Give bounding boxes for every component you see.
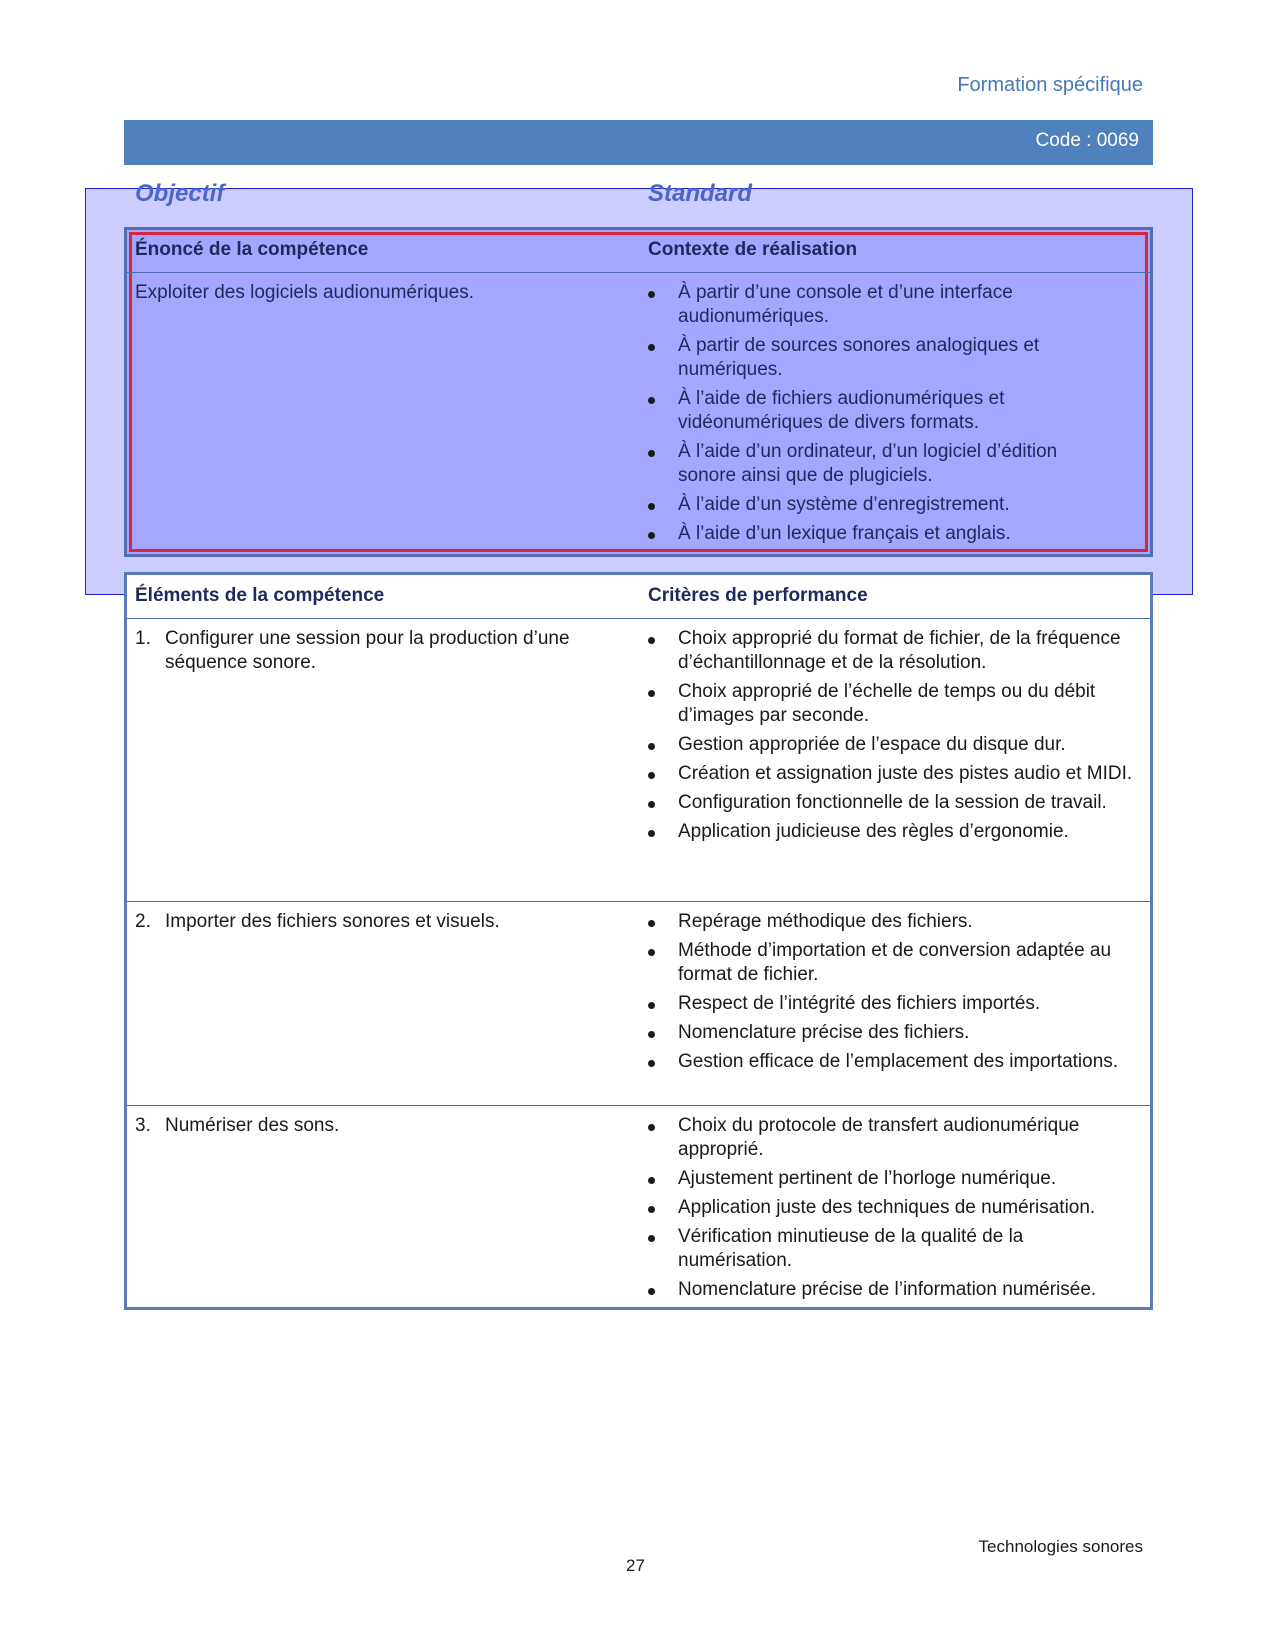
criteres-header: Critères de performance <box>648 585 868 606</box>
criteria-list-2 <box>648 910 1138 1079</box>
section-title: Formation spécifique <box>957 74 1143 96</box>
bullet-item <box>648 820 1138 844</box>
elements-header: Éléments de la compétence <box>135 585 385 606</box>
row-divider <box>127 901 1150 902</box>
bullet-text: Choix approprié de l’échelle de temps ou du débit d’images par seconde. <box>678 681 1096 726</box>
standard-heading: Standard <box>648 180 753 207</box>
element-number: 2. <box>135 911 151 932</box>
bullet-icon <box>648 920 655 927</box>
bullet-item <box>648 522 1098 546</box>
bullet-icon <box>648 949 655 956</box>
bullet-icon <box>648 450 655 457</box>
bullet-text: Nomenclature précise des fichiers. <box>678 1022 970 1043</box>
bullet-item <box>648 733 1138 757</box>
bullet-item <box>648 762 1138 786</box>
element-number: 3. <box>135 1115 151 1136</box>
element-number: 1. <box>135 628 151 649</box>
bullet-item <box>648 493 1098 517</box>
bullet-item <box>648 1050 1138 1074</box>
contexte-header: Contexte de réalisation <box>648 239 858 260</box>
bullet-item <box>648 440 1098 488</box>
bullet-item <box>648 1196 1138 1220</box>
code-bar <box>124 120 1153 165</box>
bullet-icon <box>648 291 655 298</box>
elements-header-divider <box>127 618 1150 619</box>
bullet-text: Méthode d’importation et de conversion adaptée au format de fichier. <box>678 940 1112 985</box>
bullet-text: Ajustement pertinent de l’horloge numérique. <box>678 1168 1057 1189</box>
bullet-text: Choix approprié du format de fichier, de la fréquence d’échantillonnage et de la résolution. <box>678 628 1121 673</box>
competency-code: Code : 0069 <box>1035 130 1139 151</box>
bullet-text: Application juste des techniques de numérisation. <box>678 1197 1096 1218</box>
row-divider <box>127 1105 1150 1106</box>
bullet-text: Gestion appropriée de l’espace du disque dur. <box>678 734 1066 755</box>
bullet-item <box>648 1114 1138 1162</box>
bullet-item <box>648 1225 1138 1273</box>
bullet-text: Respect de l’intégrité des fichiers importés. <box>678 993 1041 1014</box>
bullet-icon <box>648 1124 655 1131</box>
bullet-text: Création et assignation juste des pistes audio et MIDI. <box>678 763 1133 784</box>
bullet-icon <box>648 344 655 351</box>
bullet-icon <box>648 503 655 510</box>
bullet-icon <box>648 1060 655 1067</box>
bullet-item <box>648 281 1098 329</box>
bullet-item <box>648 1021 1138 1045</box>
bullet-icon <box>648 772 655 779</box>
bullet-icon <box>648 690 655 697</box>
bullet-icon <box>648 1002 655 1009</box>
element-row-1 <box>135 627 625 675</box>
element-row-2 <box>135 910 625 934</box>
bullet-text: Vérification minutieuse de la qualité de la numérisation. <box>678 1226 1024 1271</box>
enonce-header: Énoncé de la compétence <box>135 239 369 260</box>
bullet-item <box>648 387 1098 435</box>
program-name: Technologies sonores <box>978 1537 1143 1556</box>
bullet-text: Choix du protocole de transfert audionumérique approprié. <box>678 1115 1080 1160</box>
bullet-icon <box>648 1206 655 1213</box>
element-text: Numériser des sons. <box>165 1115 340 1136</box>
contexte-list <box>648 281 1098 551</box>
enonce-header-divider <box>127 272 1150 273</box>
bullet-text: Application judicieuse des règles d’ergonomie. <box>678 821 1069 842</box>
criteria-list-3 <box>648 1114 1138 1307</box>
bullet-text: À partir d’une console et d’une interface audionumériques. <box>678 282 1013 327</box>
objectif-heading: Objectif <box>135 180 225 207</box>
bullet-icon <box>648 801 655 808</box>
bullet-icon <box>648 637 655 644</box>
element-text: Importer des fichiers sonores et visuels. <box>165 911 500 932</box>
element-row-3 <box>135 1114 625 1138</box>
page-number: 27 <box>626 1556 645 1575</box>
bullet-icon <box>648 1235 655 1242</box>
bullet-icon <box>648 1031 655 1038</box>
criteria-list-1 <box>648 627 1138 849</box>
bullet-text: À l’aide d’un système d’enregistrement. <box>678 494 1010 515</box>
bullet-item <box>648 910 1138 934</box>
bullet-text: À l’aide d’un ordinateur, d’un logiciel d’édition sonore ainsi que de plugiciels. <box>678 441 1058 486</box>
bullet-text: À l’aide de fichiers audionumériques et vidéonumériques de divers formats. <box>678 388 1005 433</box>
bullet-icon <box>648 1288 655 1295</box>
bullet-icon <box>648 743 655 750</box>
bullet-text: Repérage méthodique des fichiers. <box>678 911 973 932</box>
bullet-item <box>648 1167 1138 1191</box>
bullet-item <box>648 992 1138 1016</box>
bullet-text: Nomenclature précise de l’information numérisée. <box>678 1279 1097 1300</box>
bullet-text: Configuration fonctionnelle de la session de travail. <box>678 792 1107 813</box>
bullet-text: À l’aide d’un lexique français et anglais. <box>678 523 1011 544</box>
bullet-item <box>648 680 1138 728</box>
bullet-item <box>648 1278 1138 1302</box>
element-text: Configurer une session pour la production d’une séquence sonore. <box>165 628 570 673</box>
bullet-text: Gestion efficace de l’emplacement des importations. <box>678 1051 1119 1072</box>
bullet-item <box>648 939 1138 987</box>
bullet-icon <box>648 830 655 837</box>
bullet-icon <box>648 1177 655 1184</box>
bullet-item <box>648 791 1138 815</box>
bullet-item <box>648 627 1138 675</box>
competency-statement: Exploiter des logiciels audionumériques. <box>135 282 475 303</box>
bullet-item <box>648 334 1098 382</box>
bullet-icon <box>648 532 655 539</box>
bullet-text: À partir de sources sonores analogiques et numériques. <box>678 335 1040 380</box>
bullet-icon <box>648 397 655 404</box>
